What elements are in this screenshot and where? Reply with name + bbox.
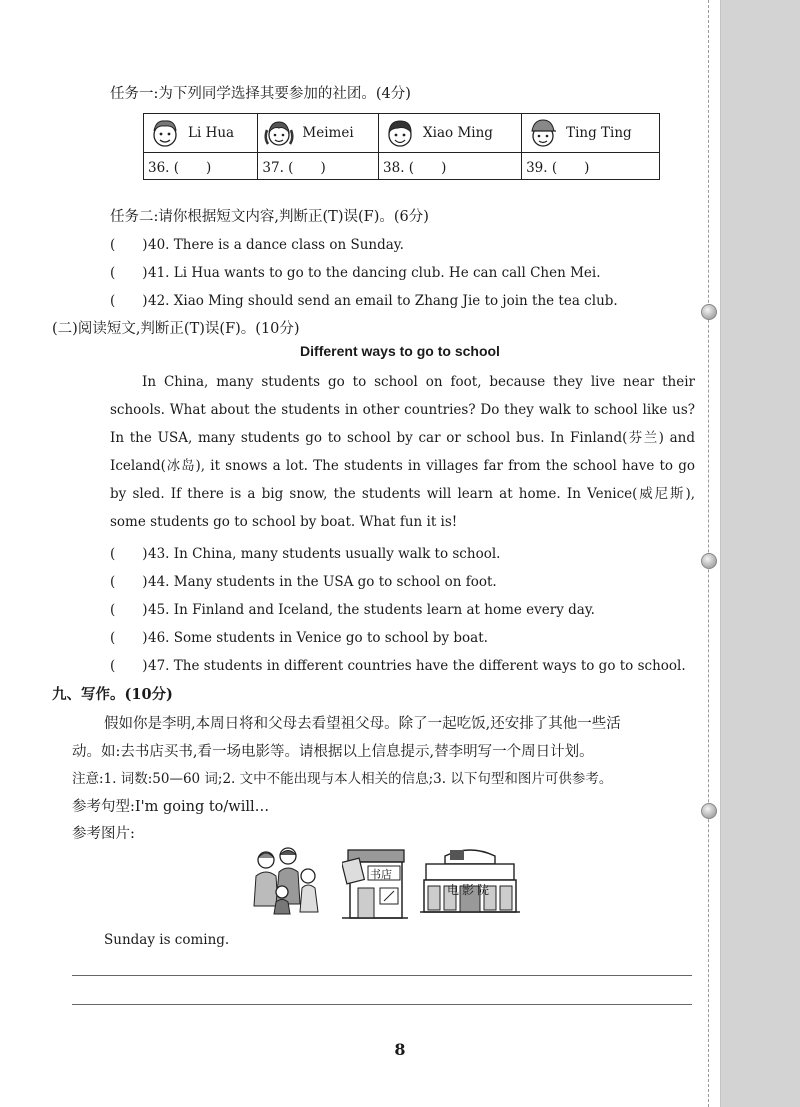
answer-blank[interactable]: ( ) (110, 237, 148, 253)
question-text: 43. In China, many students usually walk to school. (148, 546, 501, 562)
bookstore-sign: 书店 (370, 868, 392, 881)
answers-row (144, 153, 660, 180)
boy-curly-hair-face-icon (148, 116, 182, 150)
answer-blank[interactable]: ( ) (110, 602, 148, 618)
students-row (144, 114, 660, 153)
answer-blank[interactable]: 38. ( ) (379, 153, 522, 180)
student-name: Li Hua (188, 125, 235, 141)
question-text: 45. In Finland and Iceland, the students learn at home every day. (148, 602, 595, 618)
student-name: Ting Ting (566, 125, 632, 141)
question-42 (110, 289, 618, 309)
binding-hole-icon (701, 553, 717, 569)
answer-blank[interactable]: ( ) (110, 574, 148, 590)
question-text: 42. Xiao Ming should send an email to Zhang Jie to join the tea club. (148, 293, 618, 309)
task1-title: 任务一:为下列同学选择其要参加的社团。(4分) (110, 86, 411, 102)
question-text: 46. Some students in Venice go to school by boat. (148, 630, 488, 646)
student-cell (258, 114, 379, 153)
boy-face-icon (383, 116, 417, 150)
answer-blank[interactable]: 36. ( ) (144, 153, 258, 180)
girl-pigtails-face-icon (262, 116, 296, 150)
writing-starter: Sunday is coming. (104, 932, 230, 948)
girl-cap-face-icon (526, 116, 560, 150)
passage-title: Different ways to go to school (300, 343, 500, 359)
writing-line[interactable] (72, 1004, 692, 1005)
student-name: Xiao Ming (423, 125, 493, 141)
writing-prompt-line2: 动。如:去书店买书,看一场电影等。请根据以上信息提示,替李明写一个周日计划。 (72, 744, 594, 760)
answer-blank[interactable]: ( ) (110, 293, 148, 309)
answer-blank[interactable]: 39. ( ) (522, 153, 660, 180)
reference-sentence: 参考句型:I'm going to/will… (72, 799, 270, 815)
section2-heading: (二)阅读短文,判断正(T)误(F)。(10分) (52, 321, 300, 337)
clubs-table (143, 113, 660, 180)
question-text: 40. There is a dance class on Sunday. (148, 237, 404, 253)
passage-text: In China, many students go to school on foot, because they live near their schools. What about the students in other countries? Do they walk to school like us? In the USA, many students go to school by car or school bus. In Finland(芬兰) and Iceland(冰岛), it snows a lot. The students in villages far from the school have to go by sled. If there is a big snow, the students will learn at home. In Venice(威尼斯), some students go to school by boat. What fun it is! (110, 374, 695, 530)
question-text: 47. The students in different countries have the different ways to go to school. (148, 658, 686, 674)
question-46 (110, 626, 488, 646)
answer-blank[interactable]: ( ) (110, 630, 148, 646)
student-cell (522, 114, 660, 153)
question-45 (110, 598, 595, 618)
student-name: Meimei (302, 125, 354, 141)
writing-prompt-line1: 假如你是李明,本周日将和父母去看望祖父母。除了一起吃饭,还安排了其他一些活 (104, 716, 621, 732)
question-40 (110, 233, 404, 253)
student-cell (144, 114, 258, 153)
binding-hole-icon (701, 803, 717, 819)
task2-title: 任务二:请你根据短文内容,判断正(T)误(F)。(6分) (110, 209, 429, 225)
answer-blank[interactable]: ( ) (110, 265, 148, 281)
question-44 (110, 570, 497, 590)
family-picture-icon (248, 846, 328, 916)
question-43 (110, 542, 500, 562)
writing-heading: 九、写作。(10分) (52, 686, 173, 703)
binding-hole-icon (701, 304, 717, 320)
cinema-sign: 电影院 (447, 883, 493, 897)
answer-blank[interactable]: 37. ( ) (258, 153, 379, 180)
passage (110, 368, 695, 536)
answer-blank[interactable]: ( ) (110, 546, 148, 562)
question-47 (110, 654, 686, 674)
reference-pictures-label: 参考图片: (72, 826, 135, 842)
bookstore-picture-icon (342, 846, 408, 920)
question-text: 41. Li Hua wants to go to the dancing club. He can call Chen Mei. (148, 265, 601, 281)
writing-notes: 注意:1. 词数:50—60 词;2. 文中不能出现与本人相关的信息;3. 以下句型和图片可供参考。 (72, 771, 613, 787)
answer-blank[interactable]: ( ) (110, 658, 148, 674)
question-41 (110, 261, 601, 281)
question-text: 44. Many students in the USA go to school on foot. (148, 574, 497, 590)
margin-strip (720, 0, 800, 1107)
student-cell (379, 114, 522, 153)
page-number: 8 (394, 1040, 406, 1059)
writing-line[interactable] (72, 975, 692, 976)
